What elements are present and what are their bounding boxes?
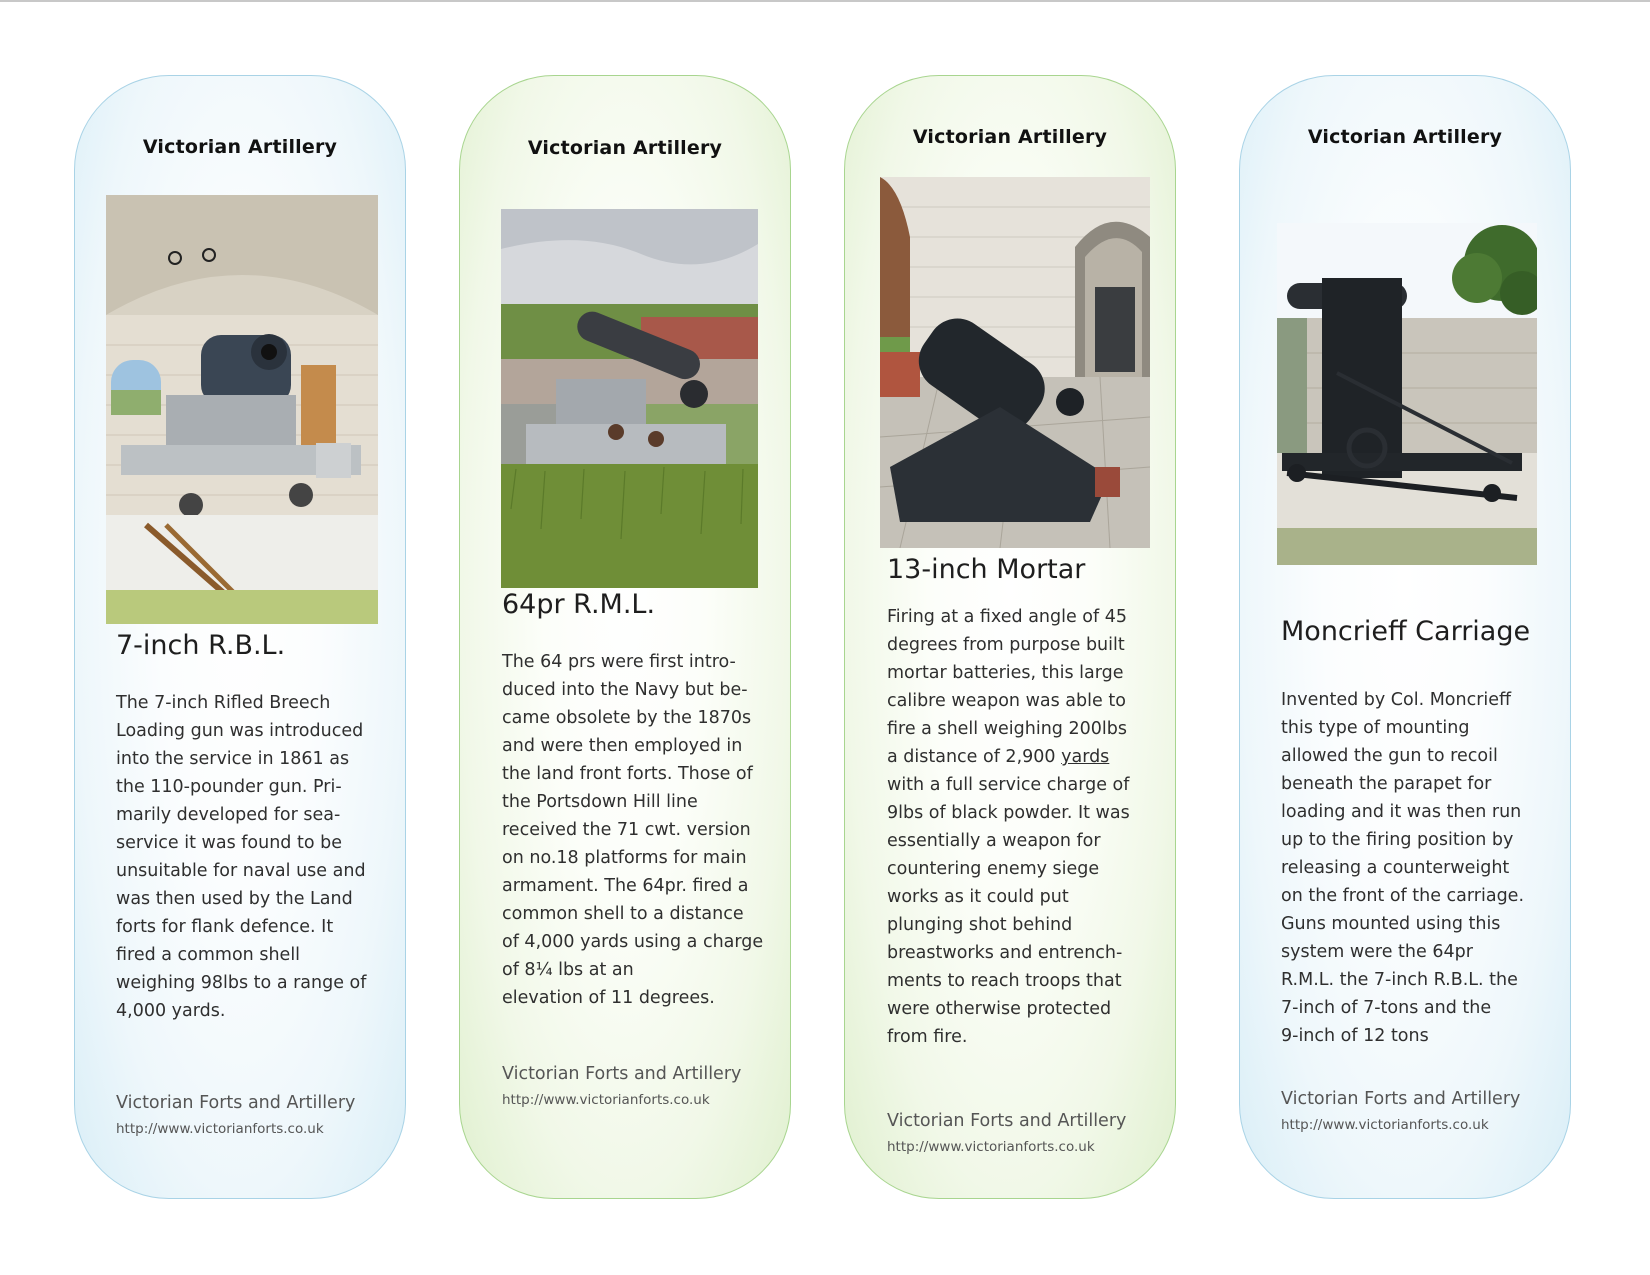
- cannon-on-rampart-photo: [501, 209, 758, 588]
- mortar-in-casemate-photo: [880, 177, 1150, 548]
- body-line: 9-inch of 12 tons: [1281, 1026, 1429, 1046]
- bookmark-footer: Victorian Forts and Artillery: [116, 1093, 356, 1113]
- body-line: was then used by the Land: [116, 889, 353, 909]
- body-line: the 110-pounder gun. Pri-: [116, 777, 342, 797]
- body-line: marily developed for sea-: [116, 805, 341, 825]
- body-line: came obsolete by the 1870s: [502, 708, 752, 728]
- body-line: ments to reach troops that: [887, 971, 1122, 991]
- body-line: common shell to a distance: [502, 904, 744, 924]
- body-line: countering enemy siege: [887, 859, 1100, 879]
- body-line: allowed the gun to recoil: [1281, 746, 1498, 766]
- body-line: loading and it was then run: [1281, 802, 1522, 822]
- body-line: forts for flank defence. It: [116, 917, 334, 937]
- body-line: elevation of 11 degrees.: [502, 988, 715, 1008]
- body-line: and were then employed in: [502, 736, 743, 756]
- bookmark-heading: Victorian Artillery: [1307, 126, 1503, 148]
- bookmark-url-link[interactable]: http://www.victorianforts.co.uk: [887, 1139, 1095, 1155]
- bookmark-body: [502, 648, 763, 1012]
- body-line: weighing 98lbs to a range of: [116, 973, 367, 993]
- body-line: the Portsdown Hill line: [502, 792, 698, 812]
- body-line: Loading gun was introduced: [116, 721, 364, 741]
- body-line: this type of mounting: [1281, 718, 1470, 738]
- cannon-in-casemate-photo: [106, 195, 378, 624]
- body-line: Firing at a fixed angle of 45: [887, 607, 1128, 627]
- bookmark-13-inch-mortar: [844, 75, 1176, 1199]
- bookmark-moncrieff-carriage: [1239, 75, 1571, 1199]
- body-line-text: a distance of 2,900: [887, 747, 1062, 767]
- body-line: fired a common shell: [116, 945, 301, 965]
- bookmark-footer: Victorian Forts and Artillery: [887, 1111, 1127, 1131]
- bookmark-heading: Victorian Artillery: [527, 137, 723, 159]
- body-line: on no.18 platforms for main: [502, 848, 747, 868]
- bookmark-heading: Victorian Artillery: [912, 126, 1108, 148]
- body-line: The 64 prs were first intro-: [502, 652, 736, 672]
- bookmark-64pr-rml: [459, 75, 791, 1199]
- body-line: breastworks and entrench-: [887, 943, 1123, 963]
- bookmark-url-link[interactable]: http://www.victorianforts.co.uk: [1281, 1117, 1489, 1133]
- bookmark-title: 13-inch Mortar: [887, 554, 1086, 585]
- bookmark-footer: Victorian Forts and Artillery: [1281, 1089, 1521, 1109]
- body-line: unsuitable for naval use and: [116, 861, 366, 881]
- page-top-rule: [0, 0, 1650, 2]
- body-line: plunging shot behind: [887, 915, 1073, 935]
- bookmark-title: 64pr R.M.L.: [502, 589, 656, 620]
- body-line: into the service in 1861 as: [116, 749, 350, 769]
- body-line: fire a shell weighing 200lbs: [887, 719, 1127, 739]
- body-line: Invented by Col. Moncrieff: [1281, 690, 1512, 710]
- bookmark-heading: Victorian Artillery: [142, 136, 338, 158]
- underlined-word: yards: [1061, 747, 1110, 767]
- body-line: beneath the parapet for: [1281, 774, 1492, 794]
- bookmark-url-link[interactable]: http://www.victorianforts.co.uk: [502, 1092, 710, 1108]
- body-line: mortar batteries, this large: [887, 663, 1124, 683]
- bookmark-body: [887, 603, 1130, 1051]
- body-line: service it was found to be: [116, 833, 342, 853]
- bookmark-title: Moncrieff Carriage: [1281, 616, 1531, 647]
- bookmark-title: 7-inch R.B.L.: [116, 630, 286, 661]
- body-line: from fire.: [887, 1027, 968, 1047]
- body-line: essentially a weapon for: [887, 831, 1101, 851]
- body-line: duced into the Navy but be-: [502, 680, 748, 700]
- moncrieff-carriage-photo: [1277, 223, 1537, 565]
- bookmark-7-inch-rbl: [74, 75, 406, 1199]
- body-line: of 4,000 yards using a charge: [502, 932, 764, 952]
- bookmark-url-link[interactable]: http://www.victorianforts.co.uk: [116, 1121, 324, 1137]
- body-line: received the 71 cwt. version: [502, 820, 751, 840]
- body-line: 9lbs of black powder. It was: [887, 803, 1130, 823]
- body-line: with a full service charge of: [887, 775, 1130, 795]
- bookmark-body: [1281, 686, 1524, 1050]
- body-line: [887, 743, 1130, 771]
- body-line: works as it could put: [887, 887, 1069, 907]
- bookmark-footer: Victorian Forts and Artillery: [502, 1064, 742, 1084]
- bookmark-body: [116, 689, 366, 1025]
- body-line: the land front forts. Those of: [502, 764, 753, 784]
- body-line: degrees from purpose built: [887, 635, 1125, 655]
- body-line: system were the 64pr: [1281, 942, 1473, 962]
- body-line: up to the firing position by: [1281, 830, 1514, 850]
- body-line: releasing a counterweight: [1281, 858, 1510, 878]
- body-line: of 8¼ lbs at an: [502, 960, 634, 980]
- body-line: The 7-inch Rifled Breech: [116, 693, 331, 713]
- body-line: 7-inch of 7-tons and the: [1281, 998, 1492, 1018]
- body-line: armament. The 64pr. fired a: [502, 876, 749, 896]
- body-line: 4,000 yards.: [116, 1001, 226, 1021]
- body-line: R.M.L. the 7-inch R.B.L. the: [1281, 970, 1518, 990]
- body-line: were otherwise protected: [887, 999, 1112, 1019]
- body-line: on the front of the carriage.: [1281, 886, 1525, 906]
- body-line: calibre weapon was able to: [887, 691, 1126, 711]
- body-line: Guns mounted using this: [1281, 914, 1501, 934]
